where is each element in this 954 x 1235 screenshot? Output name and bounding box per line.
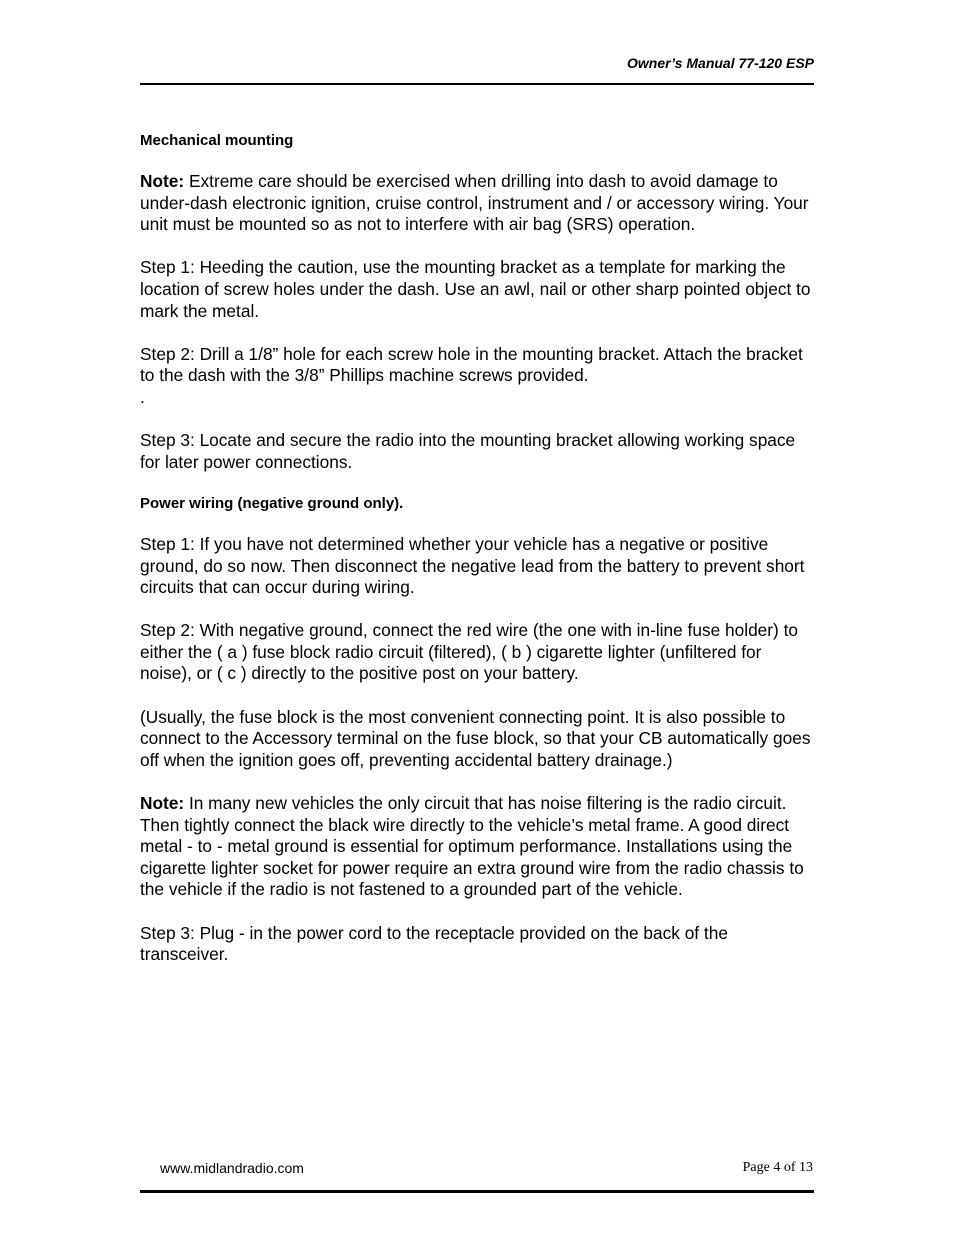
note-text: In many new vehicles the only circuit that has noise filtering is the radio circuit. Then tightly connect the black wire directly to the vehicle’s metal frame. A good direct metal - to - metal ground is essential for optimum performance. Installations using the cigarette lighter socket for power require an extra ground wire from the radio chassis to the vehicle if the radio is not fastened to a grounded part of the vehicle. bbox=[140, 793, 804, 900]
note-text: Extreme care should be exercised when drilling into dash to avoid damage to under-dash electronic ignition, cruise control, instrument and / or accessory wiring. Your unit must be mounted so as not to interfere with air bag (SRS) operation. bbox=[140, 171, 809, 235]
power-step-1: Step 1: If you have not determined whether your vehicle has a negative or positive ground, do so now. Then disconnect the negative lead from the battery to prevent short circuits that can occur during wiring. bbox=[140, 533, 805, 598]
note-label: Note: bbox=[140, 793, 185, 814]
footer-url: www.midlandradio.com bbox=[160, 1160, 304, 1176]
note-label: Note: bbox=[140, 171, 185, 191]
section-heading-power: Power wiring (negative ground only). bbox=[140, 494, 404, 512]
power-step-3: Step 3: Plug - in the power cord to the receptacle provided on the back of the transceiver. bbox=[140, 922, 728, 965]
section-heading-mechanical: Mechanical mounting bbox=[140, 132, 294, 149]
power-note bbox=[140, 793, 814, 901]
mechanical-note bbox=[140, 171, 814, 236]
page-content bbox=[140, 132, 814, 987]
mechanical-step-3: Step 3: Locate and secure the radio into the mounting bracket allowing working space for later power connections. bbox=[140, 430, 796, 472]
mechanical-step-2: Step 2: Drill a 1/8” hole for each screw hole in the mounting bracket. Attach the bracket to the dash with the 3/8” Phillips machine screws provided. bbox=[140, 343, 803, 386]
footer-rule bbox=[140, 1190, 814, 1193]
footer-page-number: Page 4 of 13 bbox=[742, 1160, 813, 1175]
stray-dot: . bbox=[140, 386, 145, 407]
header-rule bbox=[140, 83, 814, 85]
page-header-title: Owner’s Manual 77-120 ESP bbox=[626, 55, 814, 71]
mechanical-step-1: Step 1: Heeding the caution, use the mounting bracket as a template for marking the location of screw holes under the dash. Use an awl, nail or other sharp pointed object to mark the metal. bbox=[140, 257, 811, 321]
power-usually-paragraph: (Usually, the fuse block is the most convenient connecting point. It is also possible to connect to the Accessory terminal on the fuse block, so that your CB automatically goes off when the ignition goes off, preventing accidental battery drainage.) bbox=[140, 706, 811, 770]
power-step-2: Step 2: With negative ground, connect the red wire (the one with in-line fuse holder) to either the ( a ) fuse block radio circuit (filtered), ( b ) cigarette lighter (unfiltered for noise), or ( c ) directly to the positive post on your battery. bbox=[140, 620, 799, 684]
